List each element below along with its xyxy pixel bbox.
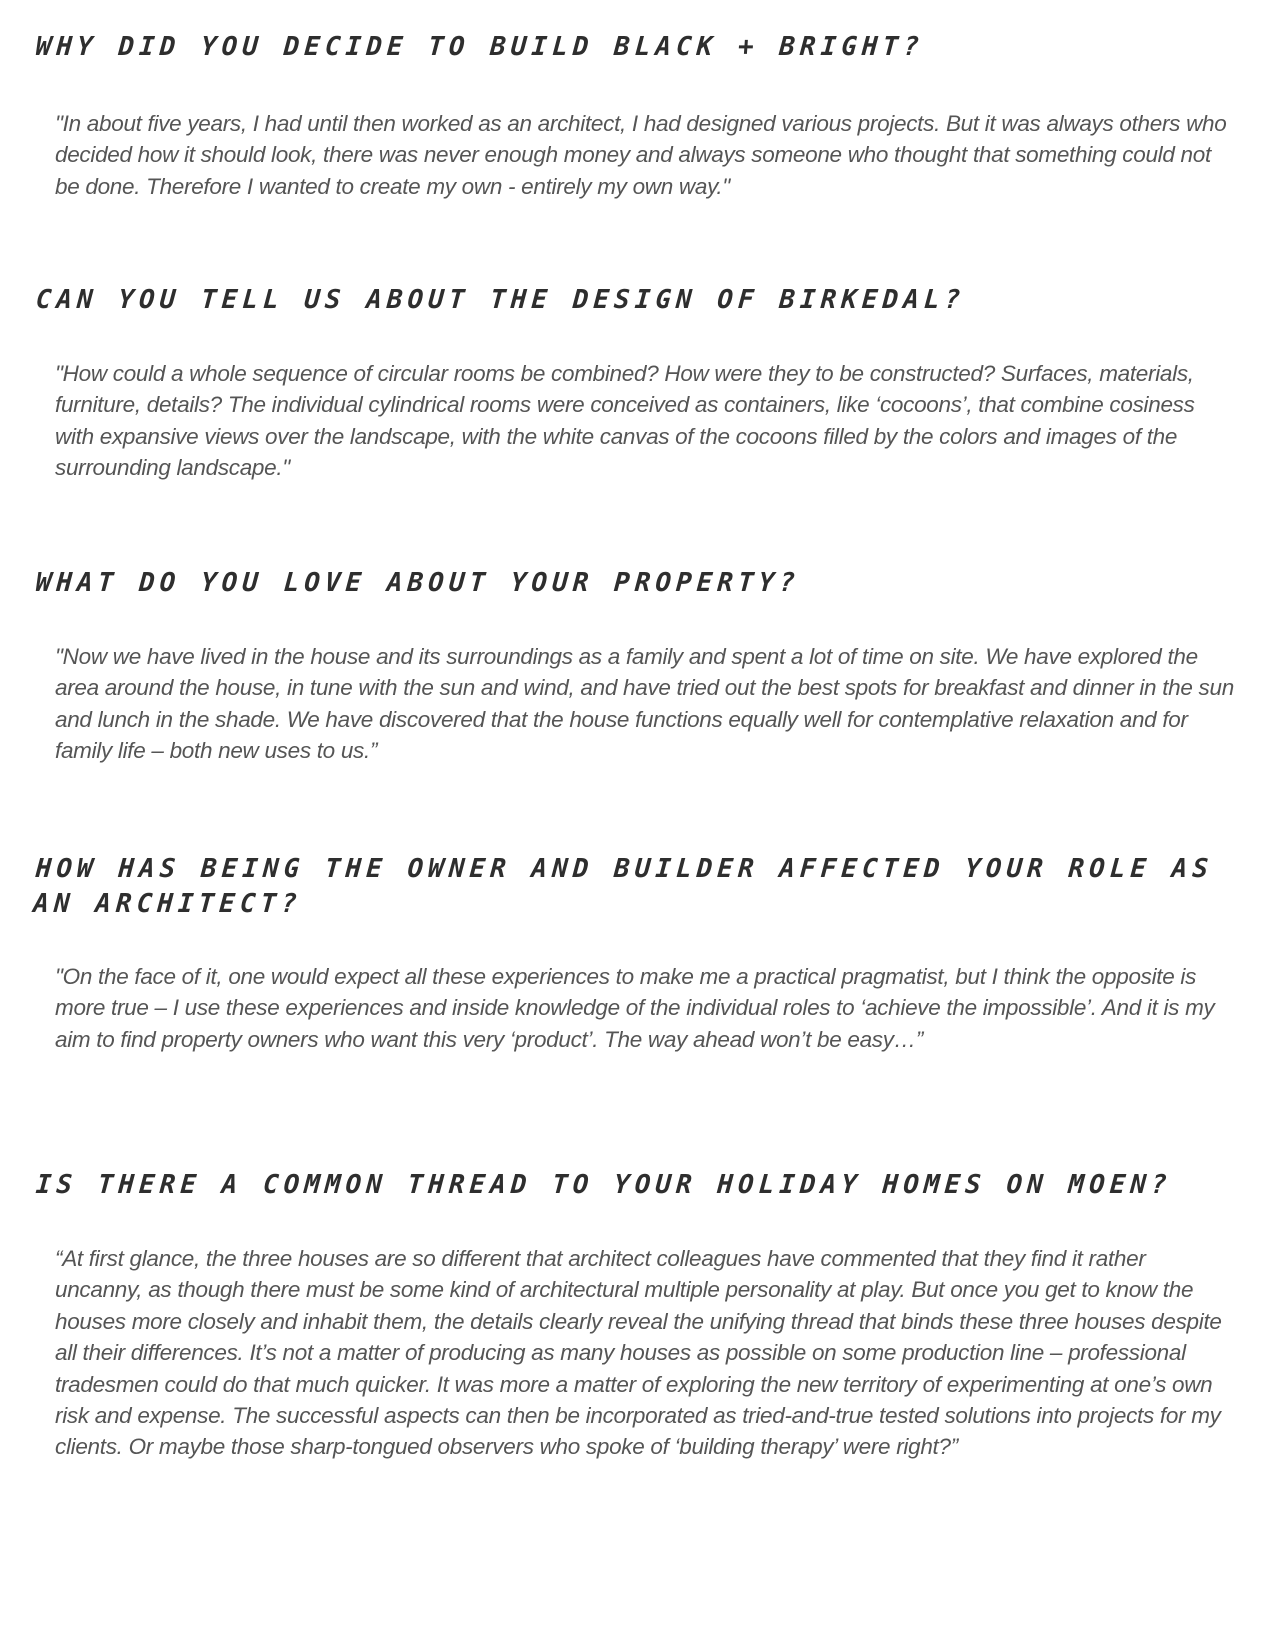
question-text: IS THERE A COMMON THREAD TO YOUR HOLIDAY HOMES ON MOEN? — [34, 1170, 1173, 1200]
answer-block-4 — [37, 961, 1237, 1055]
answer-text: "Now we have lived in the house and its surroundings as a family and spent a lot of time on site. We have explored the area around the house, in tune with the sun and wind, and have tried out the best spots for breakfast and dinner in the sun and lunch in the shade. We have discovered that the house functions equally well for contemplative relaxation and for family life – both new uses to us.” — [55, 644, 1234, 764]
question-heading-5 — [34, 1168, 1237, 1203]
question-heading-3 — [34, 566, 1237, 601]
answer-block-1 — [37, 108, 1237, 202]
answer-text: "On the face of it, one would expect all these experiences to make me a practical pragmatist, but I think the opposite is more true – I use these experiences and inside knowledge of the individual roles to ‘achieve the impossible’. And it is my aim to find property owners who want this very ‘product’. The way ahead won’t be easy…” — [55, 964, 1215, 1052]
answer-text: “At first glance, the three houses are so different that architect colleagues have commented that they find it rather uncanny, as though there must be some kind of architectural multiple personality at play. But once you get to know the houses more closely and inhabit them, the details clearly reveal the unifying thread that binds these three houses despite all their differences. It’s not a matter of producing as many houses as possible on some production line – professional tradesmen could do that much quicker. It was more a matter of exploring the new territory of experimenting at one’s own risk and expense. The successful aspects can then be incorporated as tried-and-true tested solutions into projects for my clients. Or maybe those sharp-tongued observers who spoke of ‘building therapy’ were right?” — [55, 1246, 1222, 1460]
question-heading-1 — [34, 30, 1237, 65]
answer-text: "In about five years, I had until then worked as an architect, I had designed various projects. But it was always others who decided how it should look, there was never enough money and always someone who thought that something could not be done. Therefore I wanted to create my own - entirely my own way." — [55, 111, 1227, 199]
answer-text: "How could a whole sequence of circular rooms be combined? How were they to be constructed? Surfaces, materials, furniture, details? The individual cylindrical rooms were conceived as containers, like ‘cocoons’, that combine cosiness with expansive views over the landscape, with the white canvas of the cocoons filled by the colors and images of the surrounding landscape." — [55, 361, 1195, 481]
question-heading-2 — [34, 283, 1237, 318]
question-text: WHAT DO YOU LOVE ABOUT YOUR PROPERTY? — [34, 568, 802, 598]
answer-block-3 — [37, 641, 1237, 767]
question-text: CAN YOU TELL US ABOUT THE DESIGN OF BIRKEDAL? — [34, 285, 967, 315]
question-heading-4 — [32, 852, 1237, 922]
question-text: WHY DID YOU DECIDE TO BUILD BLACK + BRIGHT? — [34, 32, 925, 62]
answer-block-2 — [37, 358, 1237, 484]
answer-block-5 — [37, 1243, 1237, 1463]
question-text: HOW HAS BEING THE OWNER AND BUILDER AFFECTED YOUR ROLE AS AN ARCHITECT? — [32, 854, 1215, 919]
